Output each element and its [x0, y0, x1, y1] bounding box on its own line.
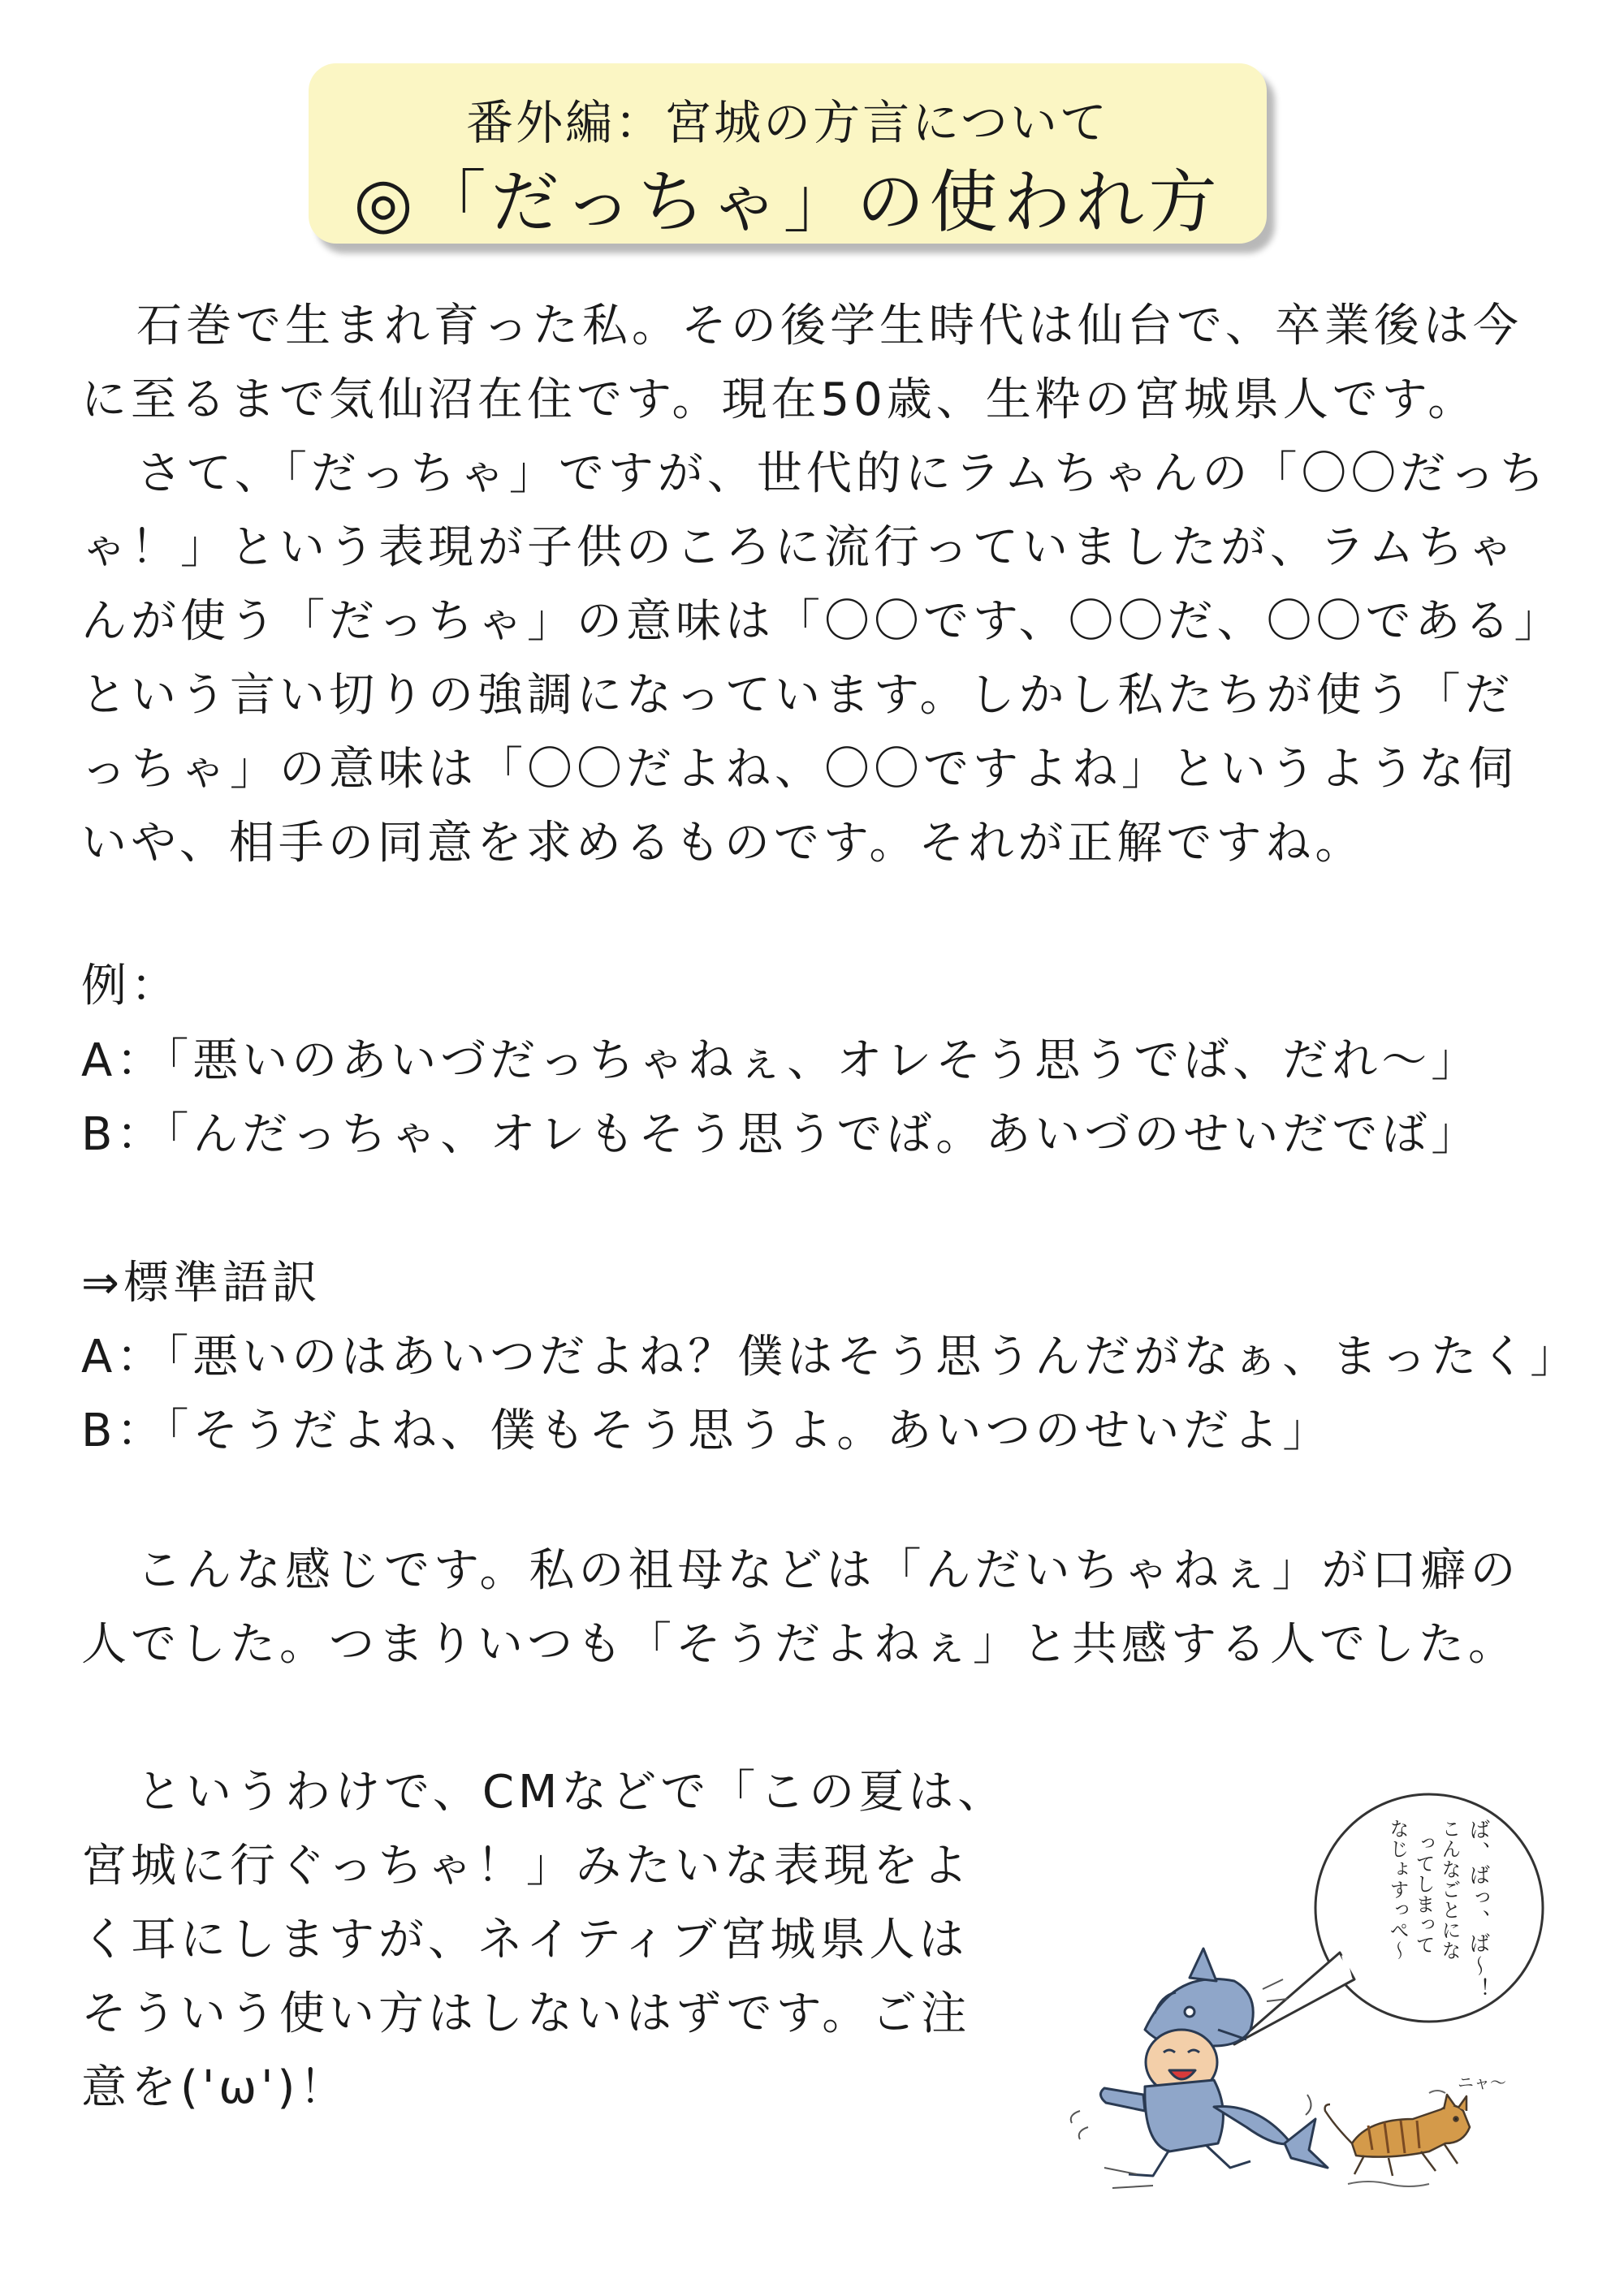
shark-kid-icon	[1100, 1949, 1328, 2176]
page-title: ◎「だっちゃ」の使われ方	[353, 162, 1222, 242]
cat-meow-text: ニャ～	[1458, 2073, 1506, 2092]
closing-paragraph-1	[81, 1534, 1551, 1681]
page-subtitle: 番外編：宮城の方言について	[466, 95, 1109, 150]
intro-text-1: 石巻で生まれ育った私。その後学生時代は仙台で、卒業後は今に至るまで気仙沼在住です。現在50歳、生粋の宮城県人です。	[81, 300, 1522, 426]
speech-line-3: ってしまって	[1412, 1833, 1435, 1955]
intro-paragraph-2	[81, 437, 1551, 880]
intro-paragraph-1	[81, 289, 1551, 437]
closing-text-2: というわけで、CMなどで「この夏は、宮城に行ぐっちゃ！」みたいな表現をよく耳にしますが、ネイティブ宮城県人はそういう使い方はしないはずです。ご注意を('ω')！	[81, 1766, 1008, 2114]
closing-text-1: こんな感じです。私の祖母などは「んだいちゃねぇ」が口癖の人でした。つまりいつも「そうだよねぇ」と共感する人でした。	[81, 1544, 1520, 1671]
speech-line-1: ば、ばっ、ば～！	[1466, 1819, 1490, 2000]
speech-line-2: こんなごとにな	[1438, 1819, 1461, 1961]
example-label: 例：	[81, 960, 180, 1012]
translation-label: ⇒標準語訳	[81, 1257, 322, 1310]
intro-text-2: さて、「だっちゃ」ですが、世代的にラムちゃんの「〇〇だっちゃ！」という表現が子供のころに流行っていましたが、ラムちゃんが使う「だっちゃ」の意味は「〇〇です、〇〇だ、〇〇である」という言い切りの強調になっています。しかし私たちが使う「だっちゃ」の意味は「〇〇だよね、〇〇ですよね」というような伺いや、相手の同意を求めるものです。それが正解ですね。	[81, 447, 1549, 870]
speech-line-4: なじょすっぺ～	[1386, 1819, 1409, 1961]
cat-icon	[1325, 2095, 1470, 2176]
example-line-a: A：「悪いのあいづだっちゃねぇ、オレそう思うでば、だれ～」	[81, 1034, 1481, 1087]
closing-paragraph-2	[81, 1755, 1015, 2125]
translation-line-b: B：「そうだよね、僕もそう思うよ。あいつのせいだよ」	[81, 1405, 1332, 1457]
example-line-b: B：「んだっちゃ、オレもそう思うでば。あいづのせいだでば」	[81, 1108, 1481, 1161]
translation-line-a: A：「悪いのはあいつだよね？僕はそう思うんだがなぁ、まったく」	[81, 1331, 1580, 1383]
title-banner	[309, 63, 1267, 244]
shark-kid-illustration	[1047, 1786, 1551, 2208]
